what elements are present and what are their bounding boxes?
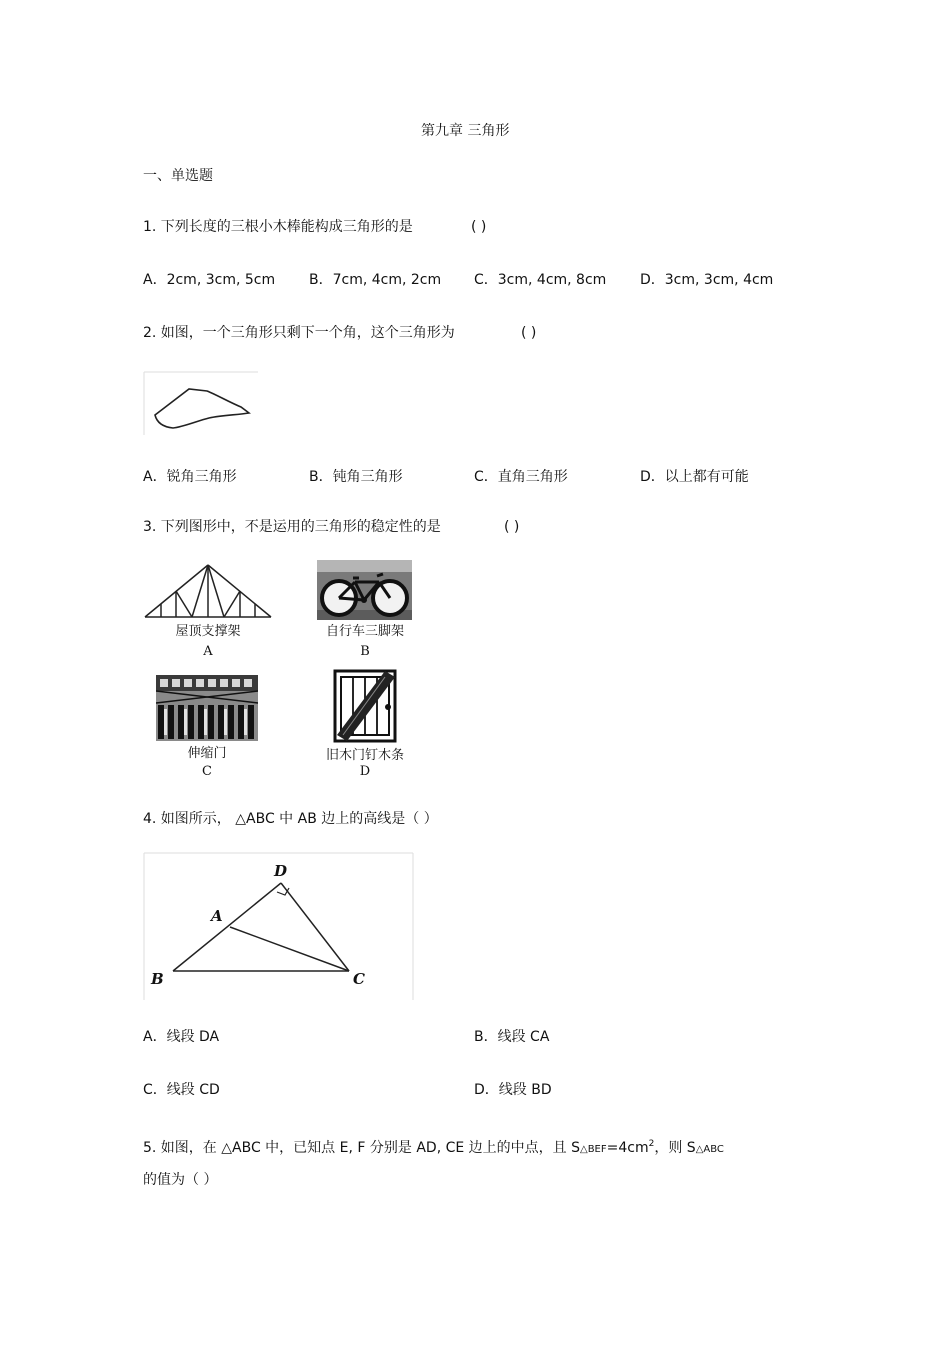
q1-option-d: D．3cm, 3cm, 4cm: [640, 272, 774, 288]
q4-option-a: A．线段 DA: [143, 1029, 220, 1045]
q2-option-c: C．直角三角形: [474, 469, 568, 485]
q3-figure-roof-truss: [143, 562, 273, 620]
q5-stem-line-2: 的值为（ ）: [143, 1172, 218, 1188]
q5-stem: [143, 1135, 724, 1159]
q3-answer-paren: ( ): [504, 519, 520, 535]
q4-stem: 4. 如图所示， △ABC 中 AB 边上的高线是（ ）: [143, 811, 438, 827]
q3-figure-b-caption: 自行车三脚架: [325, 624, 404, 639]
q1-option-a: A．2cm, 3cm, 5cm: [143, 272, 276, 288]
q2-option-b: B．钝角三角形: [309, 469, 403, 485]
section-heading: 一、单选题: [143, 168, 213, 184]
q3-stem: 3. 下列图形中，不是运用的三角形的稳定性的是: [143, 519, 441, 535]
q3-figure-c-caption: 伸缩门: [187, 746, 227, 761]
q4-option-c: C．线段 CD: [143, 1082, 220, 1098]
q4-triangle-figure: [143, 852, 414, 1000]
q3-figure-bicycle: [317, 560, 412, 620]
q3-figure-wooden-door: [333, 669, 397, 743]
q4-label-c: C: [353, 970, 365, 988]
q2-option-a: A．锐角三角形: [143, 469, 237, 485]
q3-figure-d-letter: D: [359, 764, 371, 779]
q2-broken-triangle-figure: [143, 371, 259, 435]
q1-answer-paren: ( ): [471, 219, 487, 235]
q4-label-a: A: [211, 907, 223, 925]
q3-figure-a-caption: 屋顶支撑架: [175, 624, 241, 639]
q1-option-c: C．3cm, 4cm, 8cm: [474, 272, 607, 288]
q5-stem-text-2: ，则 S: [654, 1140, 696, 1156]
q5-superscript: 2: [648, 1139, 655, 1149]
q5-subscript-abc: △ABC: [695, 1144, 724, 1155]
q4-label-d: D: [274, 862, 288, 880]
q4-option-d: D．线段 BD: [474, 1082, 552, 1098]
q3-figure-d-caption: 旧木门钉木条: [325, 748, 404, 763]
q5-stem-text-1: 5. 如图，在 △ABC 中，已知点 E, F 分别是 AD, CE 边上的中点，且 S: [143, 1140, 580, 1156]
q2-option-d: D．以上都有可能: [640, 469, 749, 485]
q2-answer-paren: ( ): [521, 325, 537, 341]
page-title: 第九章 三角形: [421, 123, 510, 139]
q5-subscript-bef: △BEF: [580, 1144, 607, 1155]
q4-option-b: B．线段 CA: [474, 1029, 550, 1045]
q4-label-b: B: [151, 970, 164, 988]
q5-stem-area-value: =4cm: [606, 1140, 649, 1156]
q1-stem: 1. 下列长度的三根小木棒能构成三角形的是: [143, 219, 413, 235]
q3-figure-b-letter: B: [360, 644, 370, 659]
q3-figure-c-letter: C: [202, 764, 212, 779]
q3-figure-telescopic-gate: [156, 675, 258, 741]
q1-option-b: B．7cm, 4cm, 2cm: [309, 272, 442, 288]
q3-figure-a-letter: A: [203, 644, 213, 659]
q2-stem: 2. 如图，一个三角形只剩下一个角，这个三角形为: [143, 325, 455, 341]
